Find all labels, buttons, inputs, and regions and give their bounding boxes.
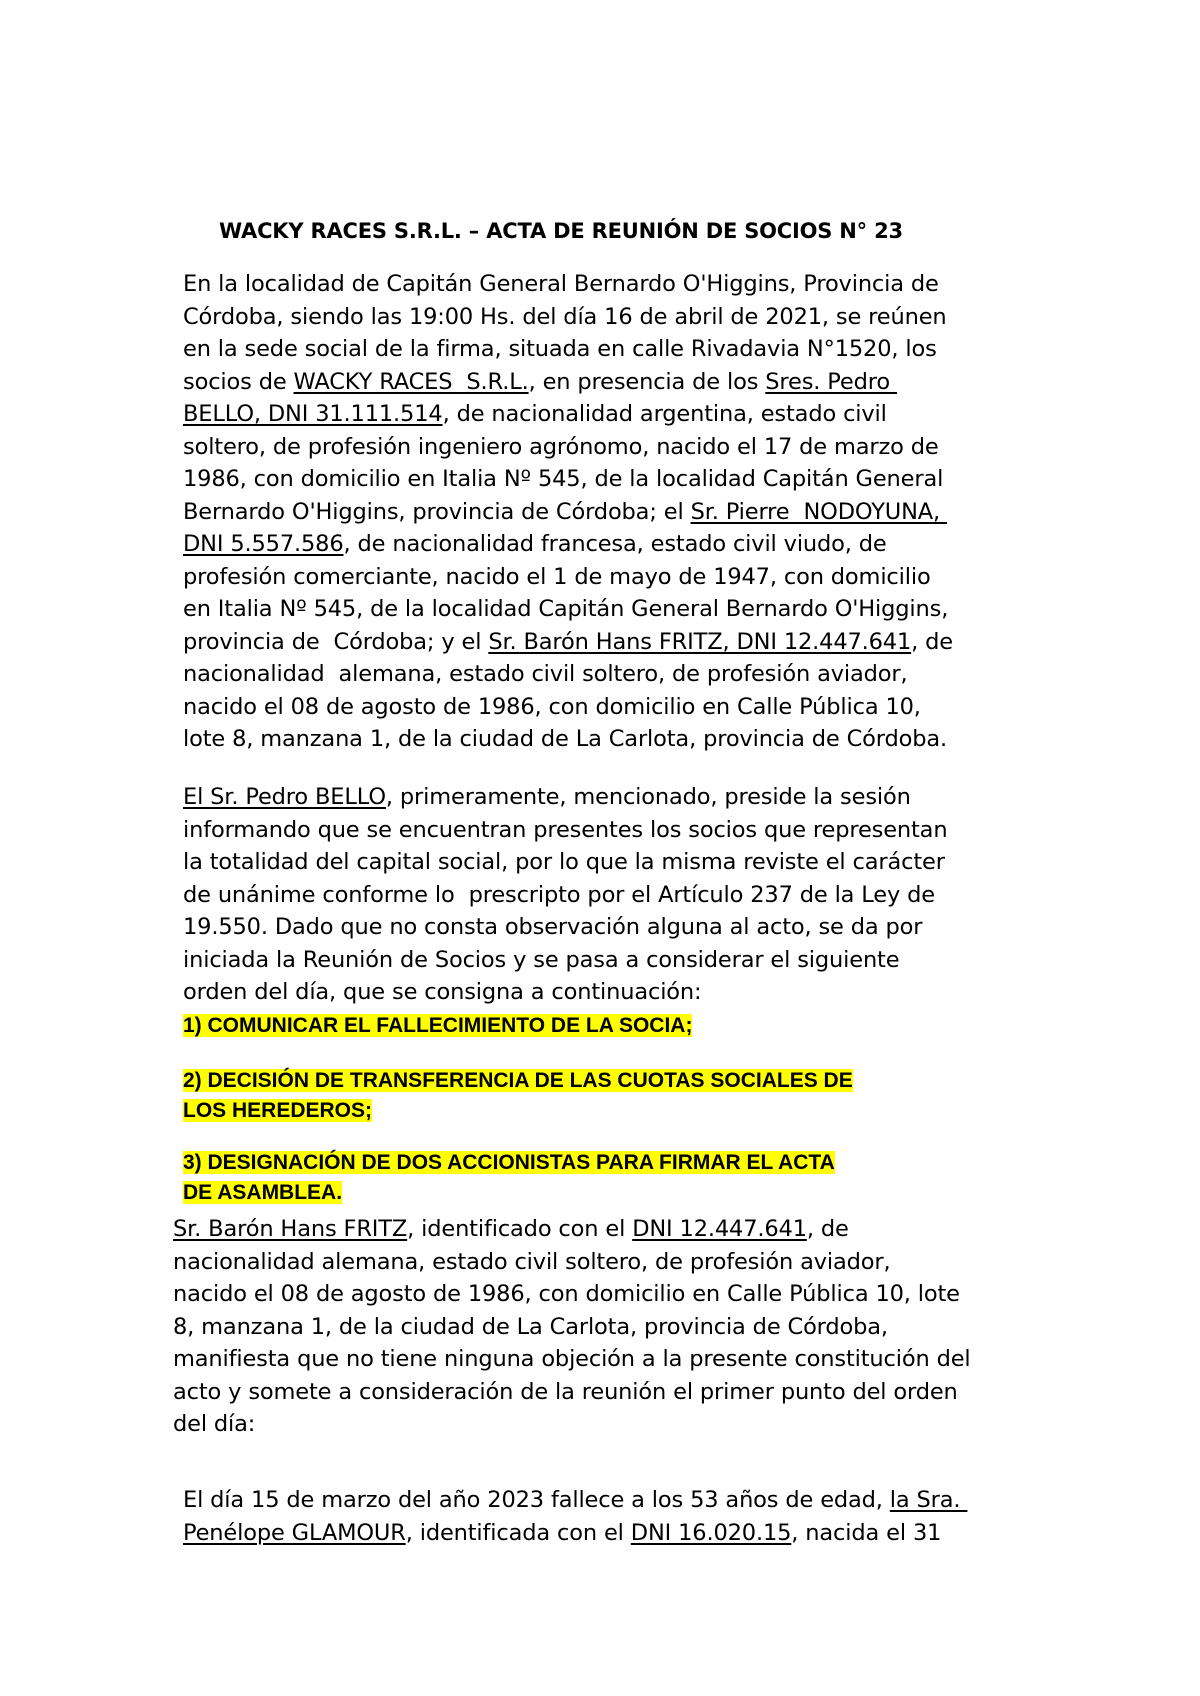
para1-line — [183, 463, 953, 496]
para2-line — [183, 814, 947, 847]
text-segment: 19.550. Dado que no consta observación alguna al acto, se da por — [183, 914, 923, 940]
para3-line — [173, 1213, 971, 1246]
text-segment: 1986, con domicilio en Italia Nº 545, de la localidad Capitán General — [183, 466, 944, 492]
para1-line — [183, 723, 953, 756]
para1-line — [183, 301, 953, 334]
text-segment: nacido el 08 de agosto de 1986, con domicilio en Calle Pública 10, — [183, 693, 921, 720]
para3-line — [173, 1278, 971, 1311]
text-segment: en la sede social de la firma, situada en calle Rivadavia N°1520, los — [183, 336, 937, 362]
text-segment: , identificada con el — [405, 1519, 631, 1546]
text-segment: nacido el 08 de agosto de 1986, con domicilio en Calle Pública 10, lote — [173, 1281, 960, 1307]
para1-line — [183, 561, 953, 594]
para3-line — [173, 1376, 971, 1409]
text-segment: acto y somete a consideración de la reunión el primer punto del orden — [173, 1378, 958, 1405]
underlined-text: El Sr. Pedro BELLO — [183, 784, 386, 810]
document-title: WACKY RACES S.R.L. – ACTA DE REUNIÓN DE SOCIOS N° 23 — [219, 219, 903, 243]
para1-line — [183, 366, 953, 399]
underlined-text: Sr. Barón Hans FRITZ, DNI 12.447.641 — [488, 628, 912, 655]
text-segment: manifiesta que no tiene ninguna objeción a la presente constitución del — [173, 1346, 971, 1372]
para2-line — [183, 781, 947, 814]
para2-line — [183, 911, 947, 944]
text-segment: El día 15 de marzo del año 2023 fallece a los 53 años de edad, — [183, 1487, 890, 1513]
underlined-text: BELLO, DNI 31.111.514 — [183, 401, 443, 427]
text-segment: orden del día, que se consigna a continuación: — [183, 979, 702, 1005]
para1-line — [183, 658, 953, 691]
text-segment: , de nacionalidad francesa, estado civil viudo, de — [343, 531, 887, 557]
text-segment: provincia de Córdoba; y el — [183, 628, 489, 655]
agenda2-line — [183, 1066, 853, 1096]
text-segment: , de nacionalidad argentina, estado civil — [442, 401, 887, 427]
para2-line — [183, 976, 947, 1009]
text-segment: socios de — [183, 368, 294, 395]
underlined-text: Penélope GLAMOUR — [183, 1519, 406, 1546]
para3-line — [173, 1246, 971, 1279]
para3-line — [173, 1311, 971, 1344]
para1-line — [183, 691, 953, 724]
para2-line — [183, 879, 947, 912]
agenda3-line — [183, 1178, 835, 1208]
text-segment: , identificado con el — [407, 1216, 633, 1242]
text-segment: de unánime conforme lo prescripto por el Artículo 237 de la Ley de — [183, 881, 935, 908]
para1-line — [183, 496, 953, 529]
underlined-text: Sr. Barón Hans FRITZ — [173, 1216, 408, 1242]
para1-line — [183, 431, 953, 464]
text-segment: iniciada la Reunión de Socios y se pasa a considerar el siguiente — [183, 946, 900, 973]
highlighted-text: 1) COMUNICAR EL FALLECIMIENTO DE LA SOCIA; — [183, 1014, 693, 1037]
agenda-item-2 — [183, 1066, 853, 1126]
underlined-text: Sr. Pierre NODOYUNA, — [690, 498, 948, 525]
underlined-text: WACKY RACES S.R.L. — [293, 368, 529, 395]
text-segment: del día: — [173, 1411, 256, 1437]
agenda-item-3 — [183, 1148, 835, 1208]
agenda-item-1 — [183, 1011, 692, 1041]
highlighted-text: 3) DESIGNACIÓN DE DOS ACCIONISTAS PARA FIRMAR EL ACTA — [183, 1151, 835, 1174]
text-segment: , primeramente, mencionado, preside la sesión — [385, 784, 911, 810]
highlighted-text: DE ASAMBLEA. — [183, 1181, 343, 1204]
agenda2-line — [183, 1096, 853, 1126]
text-segment: En la localidad de Capitán General Bernardo O'Higgins, Provincia de — [183, 271, 939, 297]
para4-line — [183, 1517, 967, 1550]
para3-line — [173, 1343, 971, 1376]
text-segment: lote 8, manzana 1, de la ciudad de La Carlota, provincia de Córdoba. — [183, 726, 947, 752]
text-segment: en Italia Nº 545, de la localidad Capitán General Bernardo O'Higgins, — [183, 596, 949, 622]
paragraph-death-notice — [183, 1484, 967, 1549]
agenda1-line — [183, 1011, 692, 1041]
underlined-text: DNI 5.557.586 — [183, 531, 344, 557]
para1-line — [183, 626, 953, 659]
highlighted-text: LOS HEREDEROS; — [183, 1099, 373, 1122]
text-segment: nacionalidad alemana, estado civil soltero, de profesión aviador, — [183, 661, 908, 687]
para1-line — [183, 593, 953, 626]
underlined-text: la Sra. — [889, 1487, 968, 1513]
text-segment: , nacida el 31 — [791, 1519, 942, 1546]
para1-line — [183, 268, 953, 301]
text-segment: 8, manzana 1, de la ciudad de La Carlota, provincia de Córdoba, — [173, 1313, 888, 1340]
underlined-text: DNI 16.020.15 — [630, 1519, 792, 1546]
para1-line — [183, 398, 953, 431]
text-segment: , de — [911, 628, 953, 655]
underlined-text: Sres. Pedro — [765, 368, 897, 395]
text-segment: , de — [806, 1216, 849, 1242]
para2-line — [183, 944, 947, 977]
para1-line — [183, 528, 953, 561]
text-segment: Córdoba, siendo las 19:00 Hs. del día 16 de abril de 2021, se reúnen — [183, 303, 947, 330]
text-segment: nacionalidad alemana, estado civil soltero, de profesión aviador, — [173, 1248, 891, 1275]
para2-line — [183, 846, 947, 879]
text-segment: Bernardo O'Higgins, provincia de Córdoba; el — [183, 498, 691, 525]
text-segment: la totalidad del capital social, por lo que la misma reviste el carácter — [183, 849, 945, 875]
text-segment: soltero, de profesión ingeniero agrónomo, nacido el 17 de marzo de — [183, 433, 939, 460]
paragraph-session — [183, 781, 947, 1009]
agenda3-line — [183, 1148, 835, 1178]
paragraph-fritz — [173, 1213, 971, 1441]
para1-line — [183, 333, 953, 366]
underlined-text: DNI 12.447.641 — [632, 1216, 807, 1242]
para3-line — [173, 1408, 971, 1441]
text-segment: profesión comerciante, nacido el 1 de mayo de 1947, con domicilio — [183, 563, 931, 590]
para4-line — [183, 1484, 967, 1517]
text-segment: , en presencia de los — [528, 368, 766, 395]
paragraph-opening — [183, 268, 953, 756]
text-segment: informando que se encuentran presentes los socios que representan — [183, 816, 948, 843]
highlighted-text: 2) DECISIÓN DE TRANSFERENCIA DE LAS CUOTAS SOCIALES DE — [183, 1069, 853, 1092]
